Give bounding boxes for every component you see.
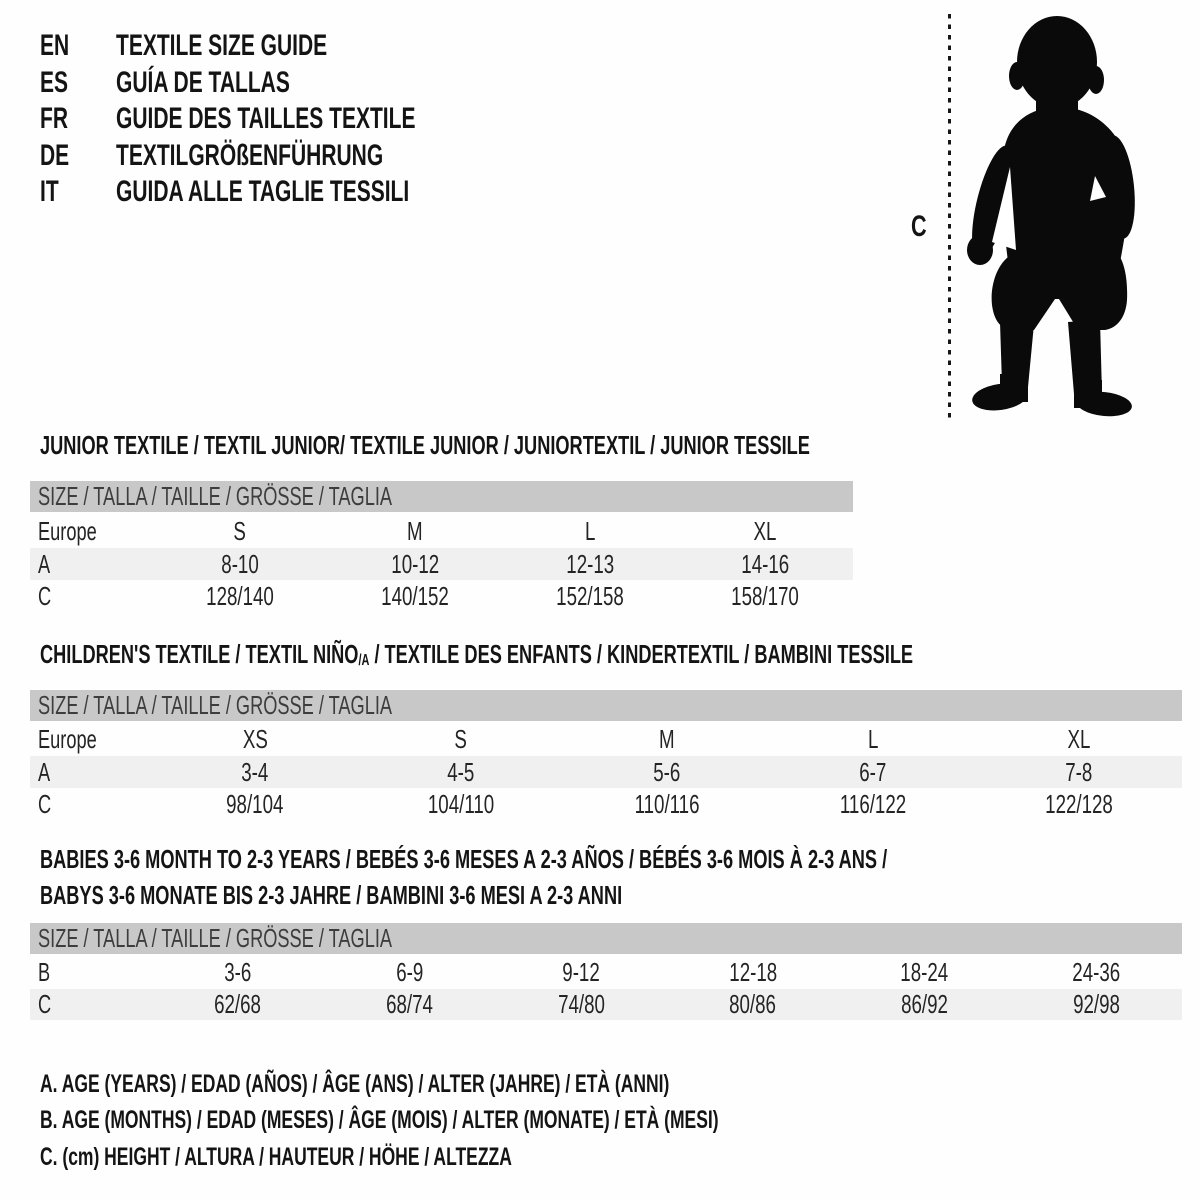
size-cell: 92/98 xyxy=(1072,989,1120,1019)
guide-title: GUIDA ALLE TAGLIE TESSILI xyxy=(116,175,410,209)
size-cell: 9-12 xyxy=(562,957,600,987)
size-cell: M xyxy=(407,515,423,546)
row-label: C xyxy=(38,989,52,1019)
size-cell: M xyxy=(659,724,675,754)
language-code: ES xyxy=(40,65,69,99)
size-cell: 10-12 xyxy=(390,548,439,579)
legend-line-a: A. AGE (YEARS) / EDAD (AÑOS) / ÂGE (ANS) / ALTER (JAHRE) / ETÀ (ANNI) xyxy=(40,1069,670,1098)
measurement-legend xyxy=(40,1066,1009,1176)
size-cell: 158/170 xyxy=(731,580,800,611)
junior-section-title: JUNIOR TEXTILE / TEXTIL JUNIOR/ TEXTILE JUNIOR / JUNIORTEXTIL / JUNIOR TESSILE xyxy=(40,430,810,460)
size-cell: 140/152 xyxy=(381,580,449,611)
language-code: IT xyxy=(40,175,59,209)
size-cell: 86/92 xyxy=(901,989,948,1019)
size-cell: 152/158 xyxy=(556,580,624,611)
table-row-age-months xyxy=(30,956,1182,989)
table-row-europe xyxy=(30,723,1182,756)
legend-line-c: C. (cm) HEIGHT / ALTURA / HAUTEUR / HÖHE / ALTEZZA xyxy=(40,1142,512,1171)
size-cell: 80/86 xyxy=(729,989,777,1019)
guide-title: TEXTILE SIZE GUIDE xyxy=(116,29,328,63)
size-cell: 74/80 xyxy=(557,989,605,1019)
legend-line-b: B. AGE (MONTHS) / EDAD (MESES) / ÂGE (MOIS) / ALTER (MONATE) / ETÀ (MESI) xyxy=(40,1106,719,1135)
language-row xyxy=(40,174,544,211)
nino-a-subscript: /A xyxy=(358,651,370,669)
table-row-age xyxy=(30,756,1182,788)
language-row xyxy=(40,138,544,175)
row-label: A xyxy=(38,548,51,579)
size-cell: 104/110 xyxy=(427,788,495,819)
size-cell: 128/140 xyxy=(205,580,274,611)
size-cell: XL xyxy=(753,515,777,546)
size-cell: L xyxy=(867,724,879,754)
table-row-height xyxy=(30,788,1182,820)
size-cell: 6-9 xyxy=(395,957,424,987)
language-row xyxy=(40,28,544,65)
size-cell: 24-36 xyxy=(1072,957,1121,987)
children-size-table xyxy=(30,690,1182,820)
guide-title: GUÍA DE TALLAS xyxy=(116,65,290,99)
junior-size-table xyxy=(30,481,853,612)
size-cell: 12-13 xyxy=(566,548,615,579)
size-header-bar: SIZE / TALLA / TAILLE / GRÖSSE / TAGLIA xyxy=(30,923,1182,954)
size-cell: 5-6 xyxy=(653,756,681,787)
language-code: EN xyxy=(40,29,70,63)
table-row-height xyxy=(30,580,853,612)
size-cell: 68/74 xyxy=(386,989,433,1019)
size-cell: 4-5 xyxy=(447,756,475,787)
size-cell: S xyxy=(233,515,246,546)
toddler-silhouette-icon xyxy=(960,12,1145,417)
size-cell: S xyxy=(454,724,468,754)
babies-section-title: BABIES 3-6 MONTH TO 2-3 YEARS / BEBÉS 3-6 MESES A 2-3 AÑOS / BÉBÉS 3-6 MOIS À 2-3 ANS / BABYS 3-6 MONATE BIS 2-3 JAHRE / BAMBINI 3-6 MESI A 2-3 ANNI xyxy=(40,844,888,910)
row-label: Europe xyxy=(38,724,97,754)
height-measure-line xyxy=(948,14,951,418)
row-label: C xyxy=(38,580,52,611)
row-label: Europe xyxy=(38,515,97,546)
size-cell: 8-10 xyxy=(220,548,259,579)
table-row-europe xyxy=(30,514,853,548)
children-section-title: CHILDREN'S TEXTILE / TEXTIL $NIÑO_{/A}$ / TEXTILE DES ENFANTS / KINDERTEXTIL / BAMBINI TESSILE xyxy=(40,639,914,669)
size-cell: L xyxy=(584,515,596,546)
size-cell: 62/68 xyxy=(214,989,262,1019)
row-label: B xyxy=(38,957,51,987)
row-label: C xyxy=(38,788,52,819)
height-measure-label: C xyxy=(911,210,927,243)
table-row-height xyxy=(30,989,1182,1020)
size-cell: 14-16 xyxy=(741,548,790,579)
size-cell: 3-6 xyxy=(224,957,252,987)
table-row-age xyxy=(30,548,853,580)
language-header xyxy=(40,28,544,211)
size-cell: 110/116 xyxy=(634,788,700,819)
babies-size-table xyxy=(30,923,1182,1020)
language-code: DE xyxy=(40,138,70,172)
size-cell: XL xyxy=(1067,724,1091,754)
row-label: A xyxy=(38,756,51,787)
guide-title: GUIDE DES TAILLES TEXTILE xyxy=(116,102,416,136)
size-cell: 18-24 xyxy=(900,957,949,987)
guide-title: TEXTILGRÖßENFÜHRUNG xyxy=(116,138,384,172)
language-row xyxy=(40,101,544,138)
size-header-bar: SIZE / TALLA / TAILLE / GRÖSSE / TAGLIA xyxy=(30,690,1182,721)
size-cell: 122/128 xyxy=(1045,788,1113,819)
size-cell: XS xyxy=(242,724,268,754)
size-cell: 7-8 xyxy=(1065,756,1093,787)
size-cell: 98/104 xyxy=(226,788,284,819)
size-cell: 12-18 xyxy=(728,957,777,987)
language-row xyxy=(40,65,544,102)
size-header-bar: SIZE / TALLA / TAILLE / GRÖSSE / TAGLIA xyxy=(30,481,853,512)
size-cell: 6-7 xyxy=(859,756,887,787)
size-cell: 116/122 xyxy=(839,788,907,819)
language-code: FR xyxy=(40,102,68,136)
size-cell: 3-4 xyxy=(241,756,269,787)
